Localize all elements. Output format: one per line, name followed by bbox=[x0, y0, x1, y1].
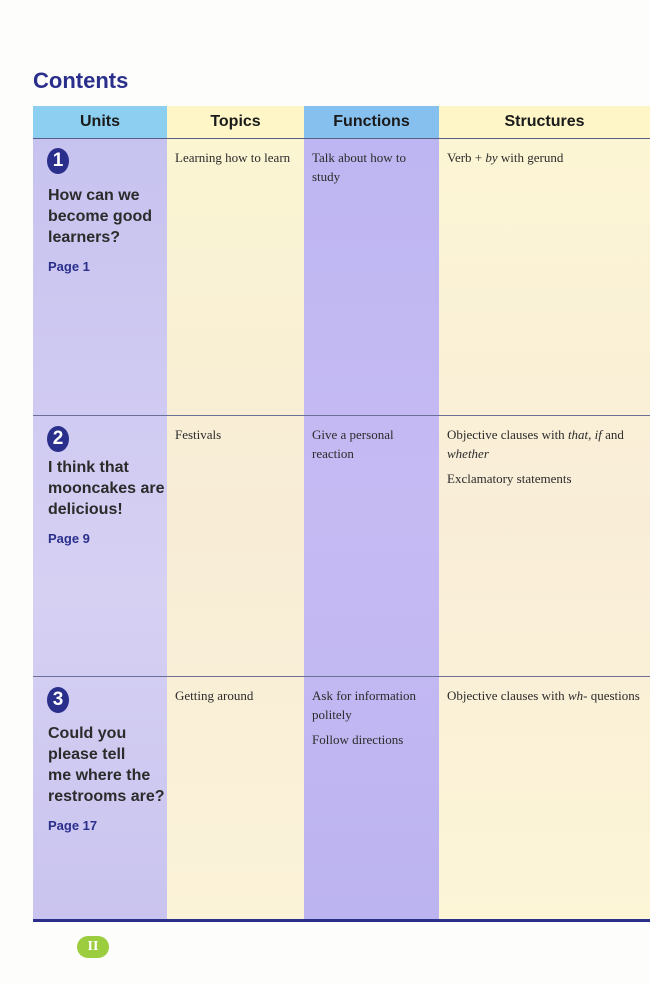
structures-cell: Objective clauses with wh- questions bbox=[447, 688, 640, 703]
header-structures: Structures bbox=[439, 106, 650, 138]
topics-column bbox=[167, 106, 304, 921]
row-divider bbox=[33, 415, 650, 416]
structures-cell: Objective clauses with that, if and whether Exclamatory statements bbox=[447, 427, 624, 486]
header-functions: Functions bbox=[304, 106, 439, 138]
table-bottom-rule bbox=[33, 919, 650, 922]
functions-cell: Give a personal reaction bbox=[312, 427, 394, 461]
unit-title: I think that mooncakes are delicious! bbox=[48, 459, 165, 518]
topic-cell: Learning how to learn bbox=[175, 150, 291, 165]
page-number-badge: II bbox=[77, 936, 109, 958]
unit-number-badge: 3 bbox=[47, 687, 69, 713]
header-units: Units bbox=[33, 106, 167, 138]
structures-column bbox=[439, 106, 650, 921]
page-title: Contents bbox=[33, 68, 129, 93]
unit-page-link[interactable]: Page 9 bbox=[48, 531, 90, 546]
functions-cell: Ask for information politely Follow directions bbox=[312, 688, 416, 747]
header-divider bbox=[33, 138, 650, 139]
unit-page-link[interactable]: Page 1 bbox=[48, 259, 90, 274]
unit-page-link[interactable]: Page 17 bbox=[48, 818, 98, 833]
functions-cell: Talk about how to study bbox=[312, 150, 407, 184]
topic-cell: Festivals bbox=[175, 427, 222, 442]
unit-title: How can we become good learners? bbox=[48, 187, 153, 246]
functions-column bbox=[304, 106, 439, 921]
structures-cell: Verb + by with gerund bbox=[447, 150, 564, 165]
topic-cell: Getting around bbox=[175, 688, 254, 703]
unit-number-badge: 2 bbox=[47, 426, 69, 452]
unit-title: Could you please tell me where the restrooms are? bbox=[48, 725, 165, 805]
unit-number-badge: 1 bbox=[47, 148, 69, 174]
header-topics: Topics bbox=[167, 106, 304, 138]
row-divider bbox=[33, 676, 650, 677]
contents-table bbox=[33, 106, 650, 921]
